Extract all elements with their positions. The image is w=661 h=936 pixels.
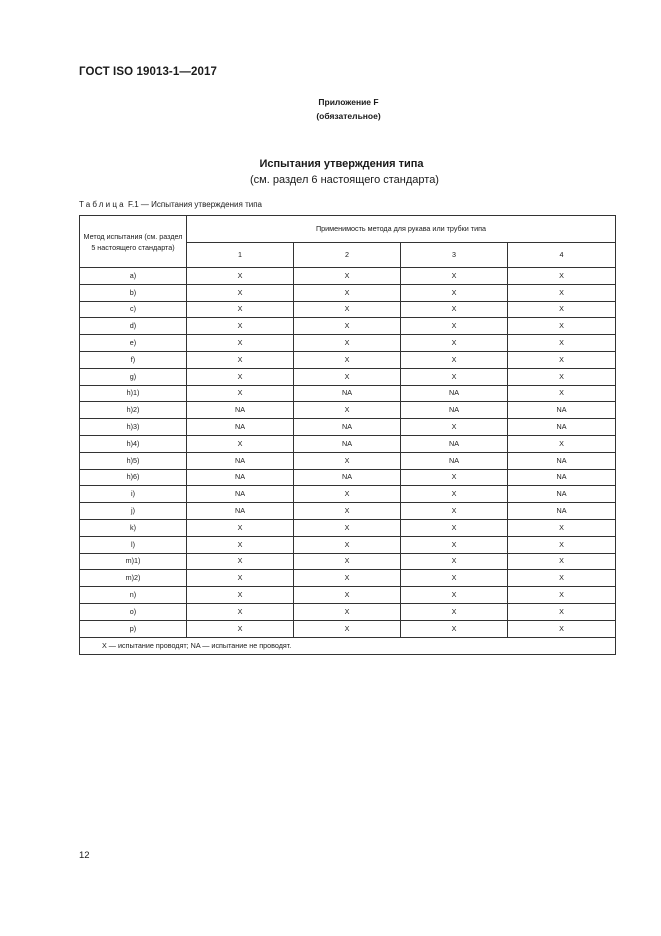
applicability-cell: X xyxy=(508,351,616,368)
applicability-cell: X xyxy=(187,268,294,285)
method-cell: g) xyxy=(80,368,187,385)
applicability-cell: X xyxy=(401,519,508,536)
table-row xyxy=(80,553,616,570)
applicability-cell: NA xyxy=(508,469,616,486)
applicability-cell: X xyxy=(508,268,616,285)
method-cell: c) xyxy=(80,301,187,318)
method-cell: h)1) xyxy=(80,385,187,402)
applicability-cell: NA xyxy=(187,503,294,520)
applicability-cell: X xyxy=(401,335,508,352)
table-row xyxy=(80,452,616,469)
applicability-cell: X xyxy=(294,603,401,620)
method-cell: h)3) xyxy=(80,419,187,436)
applicability-cell: NA xyxy=(187,402,294,419)
page-number: 12 xyxy=(79,850,90,861)
applicability-cell: X xyxy=(508,587,616,604)
section-title: Испытания утверждения типа xyxy=(259,158,424,170)
table-row xyxy=(80,268,616,285)
table-row xyxy=(80,620,616,637)
applicability-cell: NA xyxy=(187,419,294,436)
table-row xyxy=(80,486,616,503)
applicability-cell: X xyxy=(187,570,294,587)
applicability-cell: X xyxy=(294,268,401,285)
method-cell: l) xyxy=(80,536,187,553)
applicability-cell: X xyxy=(294,519,401,536)
applicability-cell: NA xyxy=(294,435,401,452)
applicability-cell: NA xyxy=(508,452,616,469)
applicability-cell: X xyxy=(294,536,401,553)
applicability-cell: X xyxy=(401,268,508,285)
applicability-cell: X xyxy=(508,620,616,637)
applicability-cell: X xyxy=(401,318,508,335)
approval-tests-table xyxy=(79,215,616,655)
applicability-cell: X xyxy=(294,284,401,301)
applicability-cell: X xyxy=(401,603,508,620)
method-cell: i) xyxy=(80,486,187,503)
applicability-cell: X xyxy=(508,536,616,553)
applicability-cell: X xyxy=(294,368,401,385)
method-cell: m)2) xyxy=(80,570,187,587)
applicability-cell: X xyxy=(508,570,616,587)
applicability-cell: X xyxy=(187,603,294,620)
table-row xyxy=(80,301,616,318)
table-row xyxy=(80,368,616,385)
applicability-cell: X xyxy=(508,553,616,570)
annex-title: Приложение F xyxy=(318,97,379,107)
table-row xyxy=(80,435,616,452)
section-subtitle: (см. раздел 6 настоящего стандарта) xyxy=(250,174,439,186)
applicability-cell: X xyxy=(294,301,401,318)
applicability-cell: X xyxy=(401,419,508,436)
table-caption xyxy=(79,200,262,209)
applicability-cell: X xyxy=(187,385,294,402)
table-row xyxy=(80,503,616,520)
applicability-cell: X xyxy=(401,351,508,368)
document-code: ГОСТ ISO 19013-1—2017 xyxy=(79,66,217,78)
method-cell: h)4) xyxy=(80,435,187,452)
applicability-cell: NA xyxy=(508,419,616,436)
type-header: 1 xyxy=(187,243,294,268)
table-row xyxy=(80,335,616,352)
applicability-cell: X xyxy=(401,368,508,385)
applicability-cell: NA xyxy=(508,503,616,520)
applicability-cell: X xyxy=(187,553,294,570)
table-note: X — испытание проводят; NA — испытание не проводят. xyxy=(80,637,616,654)
method-cell: p) xyxy=(80,620,187,637)
table-row xyxy=(80,385,616,402)
applicability-cell: X xyxy=(508,603,616,620)
applicability-cell: X xyxy=(187,620,294,637)
method-cell: h)2) xyxy=(80,402,187,419)
method-cell: n) xyxy=(80,587,187,604)
applicability-cell: X xyxy=(294,335,401,352)
applicability-cell: X xyxy=(294,503,401,520)
applicability-cell: X xyxy=(187,587,294,604)
applicability-cell: X xyxy=(294,587,401,604)
applicability-cell: X xyxy=(508,368,616,385)
applicability-cell: X xyxy=(508,435,616,452)
method-cell: j) xyxy=(80,503,187,520)
table-row xyxy=(80,469,616,486)
method-cell: b) xyxy=(80,284,187,301)
applicability-cell: X xyxy=(401,301,508,318)
applicability-cell: X xyxy=(294,553,401,570)
table-row xyxy=(80,284,616,301)
applicability-cell: X xyxy=(401,284,508,301)
applicability-cell: X xyxy=(187,519,294,536)
applicability-cell: X xyxy=(187,368,294,385)
annex-heading xyxy=(0,95,661,123)
table-row xyxy=(80,318,616,335)
applicability-cell: NA xyxy=(294,419,401,436)
applicability-cell: X xyxy=(401,587,508,604)
type-header: 4 xyxy=(508,243,616,268)
applicability-cell: X xyxy=(401,570,508,587)
applicability-cell: X xyxy=(294,351,401,368)
table-row xyxy=(80,419,616,436)
applicability-cell: X xyxy=(508,301,616,318)
applicability-cell: X xyxy=(294,452,401,469)
applicability-cell: NA xyxy=(187,486,294,503)
applicability-cell: X xyxy=(401,503,508,520)
applicability-cell: X xyxy=(401,553,508,570)
applicability-cell: X xyxy=(508,318,616,335)
applicability-cell: NA xyxy=(187,452,294,469)
method-cell: e) xyxy=(80,335,187,352)
applicability-cell: NA xyxy=(401,452,508,469)
applicability-cell: NA xyxy=(294,385,401,402)
annex-status: (обязательное) xyxy=(316,111,381,121)
applicability-cell: X xyxy=(508,385,616,402)
applicability-column-header: Применимость метода для рукава или трубки типа xyxy=(187,216,616,243)
applicability-cell: X xyxy=(187,335,294,352)
table-caption-text: F.1 — Испытания утверждения типа xyxy=(128,200,262,209)
applicability-cell: X xyxy=(508,284,616,301)
type-header: 2 xyxy=(294,243,401,268)
method-cell: h)6) xyxy=(80,469,187,486)
table-row xyxy=(80,402,616,419)
applicability-cell: X xyxy=(294,570,401,587)
applicability-cell: X xyxy=(401,620,508,637)
table-caption-prefix: Таблица xyxy=(79,200,126,209)
method-column-header: Метод испытания (см. раздел 5 настоящего стандарта) xyxy=(80,216,187,268)
method-cell: k) xyxy=(80,519,187,536)
applicability-cell: X xyxy=(187,318,294,335)
type-header: 3 xyxy=(401,243,508,268)
applicability-cell: NA xyxy=(187,469,294,486)
table-row xyxy=(80,536,616,553)
applicability-cell: X xyxy=(401,486,508,503)
table-row xyxy=(80,603,616,620)
table-row xyxy=(80,570,616,587)
method-cell: f) xyxy=(80,351,187,368)
method-cell: d) xyxy=(80,318,187,335)
applicability-cell: NA xyxy=(508,486,616,503)
applicability-cell: X xyxy=(508,335,616,352)
applicability-cell: NA xyxy=(294,469,401,486)
applicability-cell: X xyxy=(187,536,294,553)
applicability-cell: X xyxy=(187,351,294,368)
applicability-cell: X xyxy=(187,284,294,301)
table-row xyxy=(80,519,616,536)
method-cell: o) xyxy=(80,603,187,620)
applicability-cell: X xyxy=(401,469,508,486)
applicability-cell: X xyxy=(187,435,294,452)
applicability-cell: NA xyxy=(401,435,508,452)
applicability-cell: X xyxy=(401,536,508,553)
applicability-cell: NA xyxy=(401,402,508,419)
applicability-cell: X xyxy=(294,620,401,637)
method-cell: a) xyxy=(80,268,187,285)
method-cell: h)5) xyxy=(80,452,187,469)
applicability-cell: X xyxy=(294,402,401,419)
applicability-cell: NA xyxy=(508,402,616,419)
applicability-cell: X xyxy=(294,318,401,335)
applicability-cell: X xyxy=(294,486,401,503)
table-row xyxy=(80,351,616,368)
applicability-cell: X xyxy=(508,519,616,536)
applicability-cell: NA xyxy=(401,385,508,402)
table-row xyxy=(80,587,616,604)
applicability-cell: X xyxy=(187,301,294,318)
method-cell: m)1) xyxy=(80,553,187,570)
section-heading xyxy=(0,156,661,188)
